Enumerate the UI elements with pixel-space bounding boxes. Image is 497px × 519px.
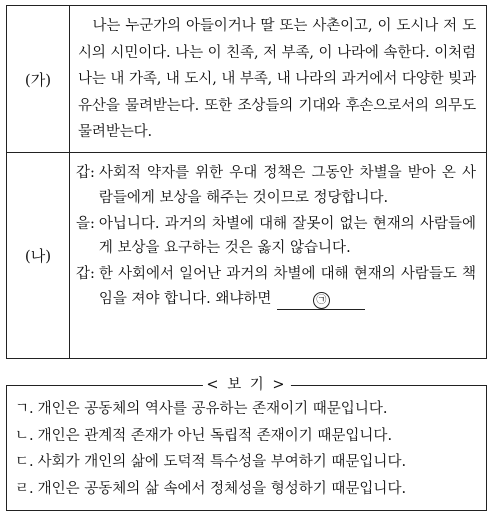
bogi-list <box>7 386 486 502</box>
passage-label-ga: (가) <box>7 6 70 152</box>
dialogue-turn <box>76 212 476 262</box>
bogi-item <box>15 476 478 503</box>
passage-text-ga: 나는 누군가의 아들이거나 딸 또는 사촌이고, 이 도시나 저 도시의 시민이다. 나는 이 친족, 저 부족, 이 나라에 속한다. 이처럼 나는 내 가족, 내 도시, 내 부족, 내 나라의 과거에서 다양한 빚과 유산을 물려받는다. 또한 조상들의 기대와 후손으로서의 의무도 물려받는다. <box>78 18 476 141</box>
bogi-item-text: 개인은 공동체의 역사를 공유하는 존재이기 때문입니다. <box>37 401 388 417</box>
bogi-item <box>15 396 478 423</box>
passage-content-ga <box>70 6 486 152</box>
answer-blank <box>277 291 365 310</box>
bogi-item-marker: ㄷ. <box>15 454 34 470</box>
passage-content-na <box>70 153 486 358</box>
utterance-text: 사회적 약자를 위한 우대 정책은 그동안 차별을 받아 온 사람들에게 보상을 해주는 것이므로 정당합니다. <box>98 165 476 206</box>
speaker-label: 갑: <box>76 266 95 283</box>
bogi-item-marker: ㄱ. <box>15 401 34 417</box>
bogi-item-marker: ㄹ. <box>15 480 34 497</box>
passage-table <box>6 5 487 359</box>
blank-marker: ㉠ <box>313 292 330 309</box>
speaker-label: 갑: <box>76 165 95 181</box>
bogi-item <box>15 449 478 476</box>
passage-row-ga <box>7 6 486 152</box>
dialogue-turn <box>76 161 476 211</box>
dialogue-turn <box>76 262 476 312</box>
utterance-text-with-blank <box>95 262 476 312</box>
bogi-item-marker: ㄴ. <box>15 427 34 444</box>
bogi-item-text: 사회가 개인의 삶에 도덕적 특수성을 부여하기 때문입니다. <box>37 454 407 470</box>
passage-row-na <box>7 152 486 358</box>
bogi-box <box>6 377 487 511</box>
utterance-text: 아닙니다. 과거의 차별에 대해 잘못이 없는 현재의 사람들에게 보상을 요구하는 것은 옳지 않습니다. <box>98 215 476 257</box>
dialogue <box>70 153 486 312</box>
bogi-item-text: 개인은 공동체의 삶 속에서 정체성을 형성하기 때문입니다. <box>37 480 407 497</box>
bogi-item-text: 개인은 관계적 존재가 아닌 독립적 존재이기 때문입니다. <box>37 427 393 444</box>
passage-label-na: (나) <box>7 153 70 358</box>
bogi-title: < 보 기 > <box>202 376 290 394</box>
speaker-label: 을: <box>76 215 95 232</box>
utterance-text: 한 사회에서 일어난 과거의 차별에 대해 현재의 사람들도 책임을 져야 합니다. 왜냐하면 <box>98 266 476 307</box>
bogi-item <box>15 423 478 450</box>
